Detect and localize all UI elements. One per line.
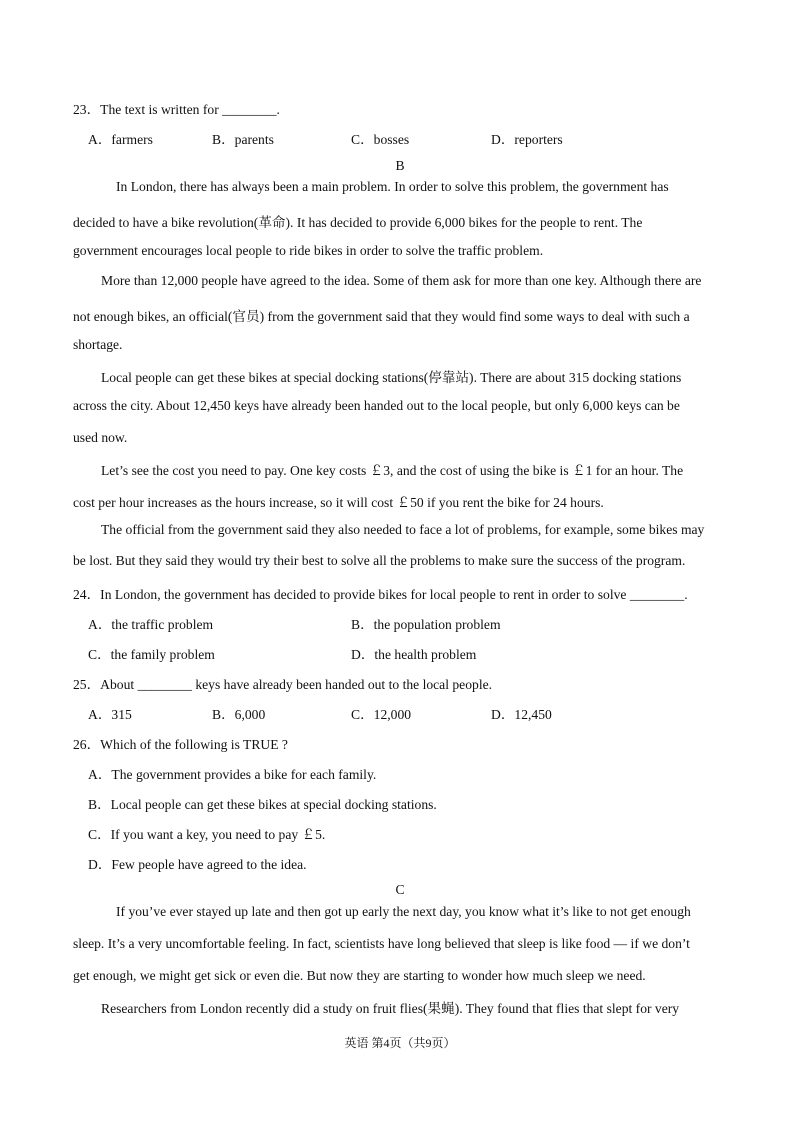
section-b-line: be lost. But they said they would try their best to solve all the problems to make sure the success of the program.	[73, 553, 686, 568]
section-b-line: across the city. About 12,450 keys have already been handed out to the local people, but only 6,000 keys can be	[73, 398, 680, 413]
q26-option-a[interactable]: A．The government provides a bike for each family.	[88, 767, 377, 782]
q24-option-d[interactable]: D．the health problem	[351, 647, 477, 662]
q25-option-a[interactable]: A．315	[88, 707, 132, 722]
section-b-line: shortage.	[73, 337, 123, 352]
q23-option-d[interactable]: D．reporters	[491, 132, 563, 147]
q23-option-a[interactable]: A．farmers	[88, 132, 153, 147]
section-b-line: Let’s see the cost you need to pay. One key costs ￡3, and the cost of using the bike is ￡1 for an hour. The	[101, 463, 684, 478]
section-b-line: used now.	[73, 430, 128, 445]
q26-option-b[interactable]: B．Local people can get these bikes at special docking stations.	[88, 797, 437, 812]
q25-stem: 25．About ________ keys have already been handed out to the local people.	[73, 677, 493, 692]
page-footer: 英语 第4页（共9页）	[344, 1036, 456, 1050]
q25-option-b[interactable]: B．6,000	[212, 707, 266, 722]
section-b-line: decided to have a bike revolution(革命). It has decided to provide 6,000 bikes for the people to rent. The	[73, 215, 643, 230]
q26-option-c[interactable]: C．If you want a key, you need to pay ￡5.	[88, 827, 326, 842]
q25-option-c[interactable]: C．12,000	[351, 707, 412, 722]
section-b-line: cost per hour increases as the hours increase, so it will cost ￡50 if you rent the bike for 24 hours.	[73, 495, 604, 510]
section-c-line: get enough, we might get sick or even die. But now they are starting to wonder how much sleep we need.	[73, 968, 646, 983]
section-b-line: Local people can get these bikes at special docking stations(停靠站). There are about 315 docking stations	[101, 370, 682, 385]
section-b-line: The official from the government said they also needed to face a lot of problems, for example, some bikes may	[101, 522, 705, 537]
section-c-line: If you’ve ever stayed up late and then got up early the next day, you know what it’s like to not get enough	[116, 904, 691, 919]
q26-option-d[interactable]: D．Few people have agreed to the idea.	[88, 857, 307, 872]
q24-option-c[interactable]: C．the family problem	[88, 647, 215, 662]
section-c-line: Researchers from London recently did a study on fruit flies(果蝇). They found that flies that slept for very	[101, 1001, 680, 1016]
section-b-heading: B	[395, 158, 405, 173]
section-c-line: sleep. It’s a very uncomfortable feeling. In fact, scientists have long believed that sleep is like food — if we don’t	[73, 936, 690, 951]
q23-option-c[interactable]: C．bosses	[351, 132, 410, 147]
q23-option-b[interactable]: B．parents	[212, 132, 274, 147]
q24-stem: 24．In London, the government has decided to provide bikes for local people to rent in order to solve ________.	[73, 587, 688, 602]
section-b-line: government encourages local people to ride bikes in order to solve the traffic problem.	[73, 243, 544, 258]
q25-option-d[interactable]: D．12,450	[491, 707, 552, 722]
q24-option-b[interactable]: B．the population problem	[351, 617, 501, 632]
section-b-line: not enough bikes, an official(官员) from the government said that they would find some ways to deal with such a	[73, 309, 690, 324]
section-b-line: More than 12,000 people have agreed to the idea. Some of them ask for more than one key. Although there are	[101, 273, 702, 288]
q26-stem: 26．Which of the following is TRUE ?	[73, 737, 288, 752]
section-b-line: In London, there has always been a main problem. In order to solve this problem, the government has	[116, 179, 669, 194]
section-c-heading: C	[395, 882, 405, 897]
q24-option-a[interactable]: A．the traffic problem	[88, 617, 214, 632]
q23-stem: 23．The text is written for ________.	[73, 102, 280, 117]
